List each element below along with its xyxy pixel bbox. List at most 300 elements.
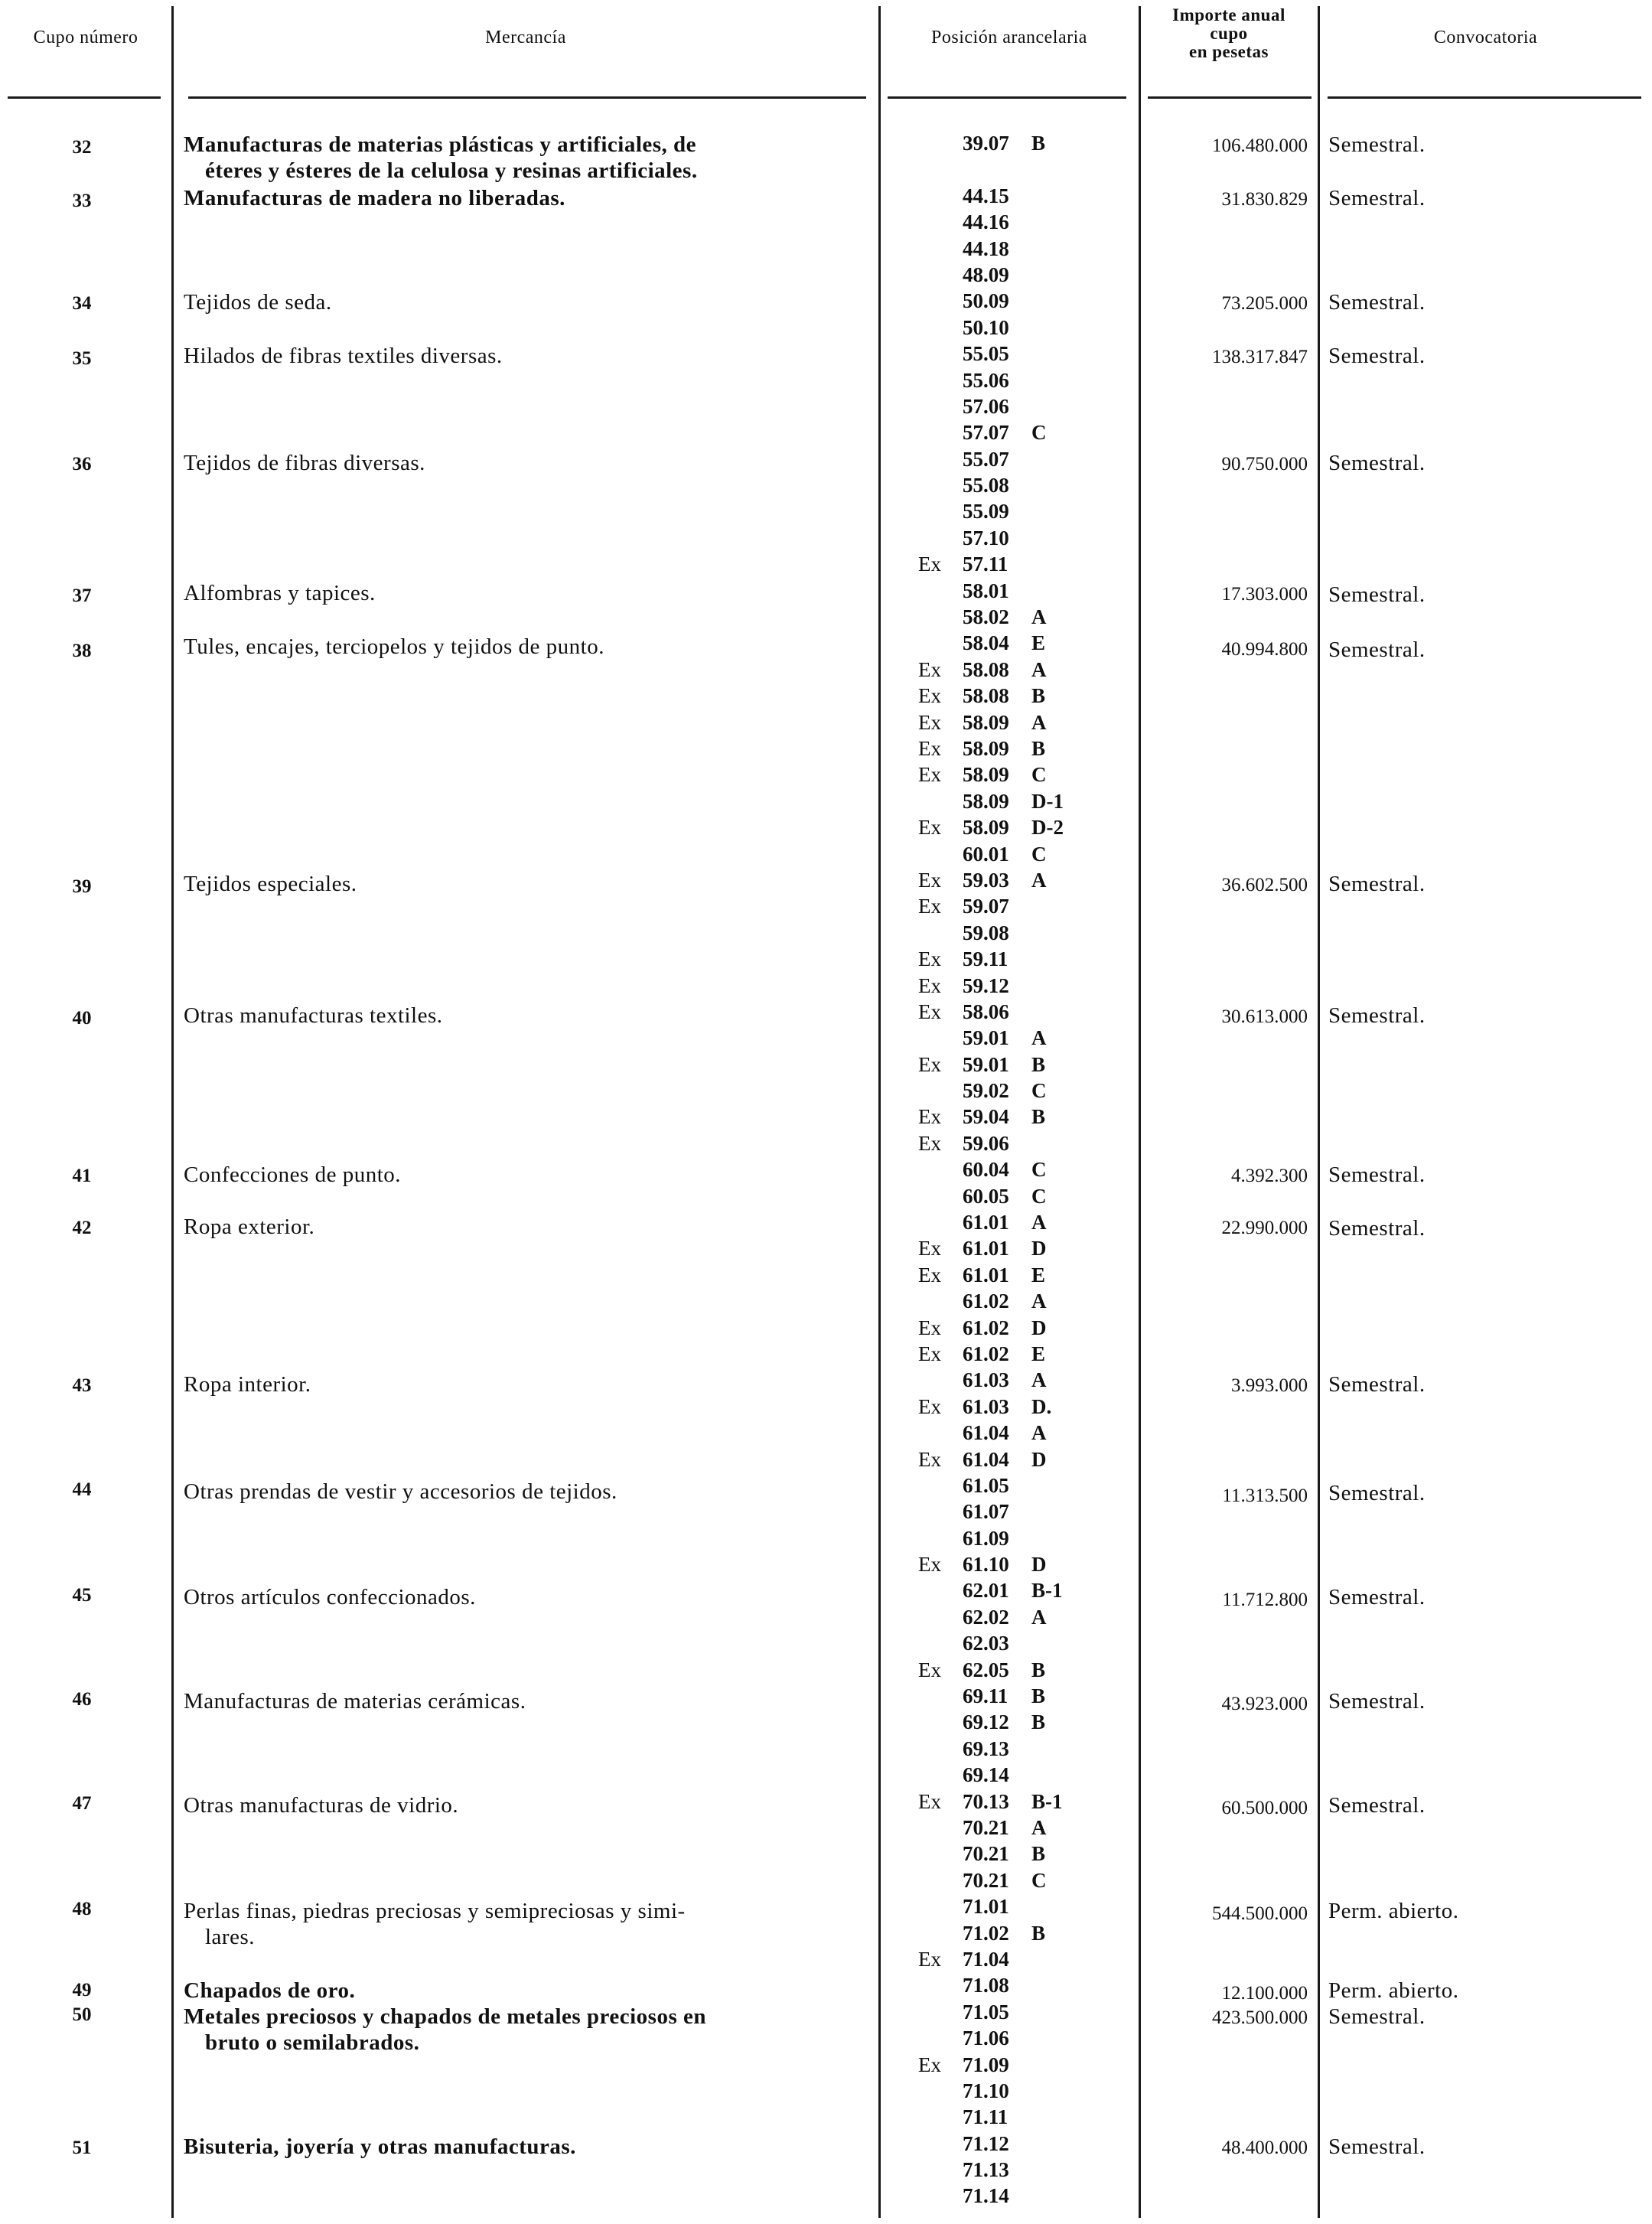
row-convocatoria: Semestral. <box>1328 1585 1426 1609</box>
column-divider <box>171 6 174 2218</box>
tariff-code: 71.10 <box>963 2079 1009 2102</box>
tariff-suffix: A <box>1031 1816 1047 1839</box>
tariff-position <box>918 1709 1148 1735</box>
row-description: Tejidos de fibras diversas. <box>184 451 425 475</box>
tariff-code: 44.15 <box>963 184 1009 207</box>
row-description: Ropa interior. <box>184 1372 311 1397</box>
tariff-suffix: B <box>1031 1921 1046 1945</box>
tariff-suffix: B <box>1031 736 1046 760</box>
tariff-position <box>918 1920 1148 1946</box>
row-convocatoria: Semestral. <box>1328 1689 1426 1714</box>
tariff-position <box>918 446 1148 472</box>
tariff-suffix: C <box>1031 421 1047 445</box>
tariff-ex-prefix: Ex <box>918 816 941 840</box>
tariff-code: 58.09 <box>963 736 1009 760</box>
header-cupo-numero: Cupo número <box>33 28 138 47</box>
tariff-code: 57.07 <box>963 421 1009 445</box>
tariff-position <box>918 604 1148 630</box>
tariff-position <box>918 578 1148 604</box>
row-convocatoria: Semestral. <box>1328 1481 1426 1505</box>
tariff-position <box>918 1551 1148 1577</box>
tariff-suffix: E <box>1031 1342 1046 1365</box>
row-convocatoria: Semestral. <box>1328 582 1426 607</box>
tariff-ex-prefix: Ex <box>918 1447 941 1471</box>
tariff-position <box>918 1657 1148 1683</box>
tariff-suffix: D-2 <box>1031 816 1064 840</box>
tariff-position <box>918 1472 1148 1498</box>
tariff-ex-prefix: Ex <box>918 1658 941 1681</box>
row-convocatoria: Semestral. <box>1328 344 1426 368</box>
tariff-position <box>918 735 1148 761</box>
row-amount: 31.830.829 <box>1221 189 1308 210</box>
tariff-ex-prefix: Ex <box>918 999 941 1023</box>
tariff-code: 50.09 <box>963 289 1009 313</box>
row-amount: 17.303.000 <box>1221 584 1308 605</box>
tariff-position <box>918 1104 1148 1130</box>
tariff-code: 59.03 <box>963 868 1009 892</box>
tariff-code: 57.10 <box>963 526 1009 549</box>
tariff-code: 59.07 <box>963 895 1009 918</box>
tariff-position <box>918 1209 1148 1235</box>
tariff-code: 62.03 <box>963 1632 1009 1655</box>
tariff-position <box>918 1183 1148 1209</box>
tariff-suffix: A <box>1031 1421 1047 1445</box>
tariff-position <box>918 1999 1148 2025</box>
tariff-code: 61.09 <box>963 1526 1009 1550</box>
tariff-position <box>918 315 1148 341</box>
tariff-code: 70.21 <box>963 1842 1009 1866</box>
tariff-position <box>918 393 1148 419</box>
tariff-ex-prefix: Ex <box>918 553 941 576</box>
tariff-suffix: C <box>1031 1158 1047 1182</box>
row-amount: 90.750.000 <box>1221 454 1308 474</box>
tariff-code: 71.12 <box>963 2131 1009 2155</box>
tariff-code: 58.09 <box>963 789 1009 813</box>
tariff-code: 61.07 <box>963 1500 1009 1524</box>
tariff-position <box>918 1156 1148 1182</box>
tariff-code: 71.13 <box>963 2158 1009 2182</box>
row-description: Otras manufacturas de vidrio. <box>184 1793 459 1818</box>
row-convocatoria: Semestral. <box>1328 872 1426 896</box>
tariff-code: 59.02 <box>963 1079 1009 1103</box>
tariff-position <box>918 1946 1148 1972</box>
row-convocatoria: Semestral. <box>1328 186 1426 210</box>
tariff-suffix: B <box>1031 1842 1046 1866</box>
header-rule <box>1328 96 1641 99</box>
tariff-position <box>918 1288 1148 1314</box>
tariff-code: 61.01 <box>963 1237 1009 1260</box>
tariff-code: 71.04 <box>963 1947 1009 1971</box>
tariff-suffix: A <box>1031 868 1047 892</box>
row-convocatoria: Semestral. <box>1328 132 1426 157</box>
tariff-suffix: B <box>1031 684 1046 708</box>
header-importe-line1: Importe anual <box>1172 5 1285 24</box>
tariff-code: 44.18 <box>963 236 1009 260</box>
tariff-code: 58.08 <box>963 657 1009 681</box>
tariff-code: 61.05 <box>963 1473 1009 1497</box>
tariff-ex-prefix: Ex <box>918 1789 941 1813</box>
tariff-position <box>918 472 1148 498</box>
tariff-suffix: A <box>1031 1290 1047 1313</box>
tariff-ex-prefix: Ex <box>918 1131 941 1155</box>
tariff-position <box>918 709 1148 735</box>
tariff-code: 44.16 <box>963 210 1009 234</box>
tariff-code: 62.01 <box>963 1579 1009 1603</box>
header-rule <box>1148 96 1311 99</box>
tariff-suffix: C <box>1031 763 1047 787</box>
row-description: Bisuteria, joyería y otras manufacturas. <box>184 2134 576 2159</box>
row-description-line: Manufacturas de materias plásticas y artificiales, de <box>184 132 697 157</box>
tariff-code: 61.04 <box>963 1447 1009 1471</box>
tariff-ex-prefix: Ex <box>918 2053 941 2076</box>
tariff-code: 59.01 <box>963 1026 1009 1050</box>
tariff-code: 69.11 <box>963 1684 1008 1708</box>
tariff-ex-prefix: Ex <box>918 1052 941 1076</box>
row-convocatoria: Semestral. <box>1328 638 1426 662</box>
tariff-position <box>918 1893 1148 1919</box>
tariff-position <box>918 262 1148 288</box>
cupo-number: 33 <box>72 191 92 211</box>
tariff-position <box>918 2104 1148 2130</box>
tariff-position <box>918 893 1148 919</box>
tariff-suffix: D-1 <box>1031 789 1064 813</box>
tariff-position <box>918 341 1148 367</box>
cupo-number: 42 <box>72 1218 92 1238</box>
tariff-ex-prefix: Ex <box>918 1394 941 1418</box>
header-importe-line3: en pesetas <box>1188 42 1269 61</box>
tariff-ex-prefix: Ex <box>918 1342 941 1365</box>
tariff-position <box>918 1446 1148 1472</box>
tariff-code: 71.08 <box>963 1974 1009 1997</box>
tariff-suffix: C <box>1031 1868 1047 1892</box>
tariff-position <box>918 1262 1148 1288</box>
tariff-position <box>918 1078 1148 1104</box>
tariff-position <box>918 498 1148 524</box>
tariff-position <box>918 1630 1148 1656</box>
cupo-number: 34 <box>72 293 92 314</box>
tariff-code: 61.04 <box>963 1421 1009 1445</box>
row-description: Tejidos especiales. <box>184 872 357 896</box>
tariff-code: 58.04 <box>963 631 1009 655</box>
tariff-position <box>918 1394 1148 1420</box>
row-description <box>184 132 865 184</box>
tariff-position <box>918 1367 1148 1393</box>
tariff-position <box>918 183 1148 209</box>
tariff-suffix: A <box>1031 710 1047 734</box>
row-amount: 11.712.800 <box>1222 1590 1308 1610</box>
tariff-ex-prefix: Ex <box>918 763 941 787</box>
tariff-suffix: B <box>1031 132 1046 155</box>
tariff-position <box>918 1789 1148 1815</box>
tariff-ex-prefix: Ex <box>918 973 941 997</box>
tariff-code: 59.08 <box>963 921 1009 944</box>
cupo-number: 38 <box>72 641 92 661</box>
row-convocatoria: Semestral. <box>1328 1003 1426 1028</box>
header-rule <box>8 96 161 99</box>
tariff-position <box>918 1341 1148 1367</box>
row-description: Alfombras y tapices. <box>184 581 376 605</box>
tariff-code: 58.06 <box>963 999 1009 1023</box>
row-convocatoria: Perm. abierto. <box>1328 1899 1459 1923</box>
cupo-number: 43 <box>72 1375 92 1396</box>
tariff-position <box>918 2157 1148 2183</box>
tariff-ex-prefix: Ex <box>918 1553 941 1577</box>
row-description: Chapados de oro. <box>184 1978 356 2003</box>
tariff-code: 61.10 <box>963 1553 1009 1577</box>
column-divider <box>1318 6 1320 2218</box>
tariff-code: 59.06 <box>963 1131 1009 1155</box>
tariff-suffix: A <box>1031 1605 1047 1629</box>
tariff-position <box>918 683 1148 709</box>
header-rule <box>188 96 866 99</box>
tariff-suffix: B <box>1031 1658 1046 1681</box>
tariff-code: 59.11 <box>963 947 1008 971</box>
cupo-number: 35 <box>72 348 92 369</box>
row-convocatoria: Semestral. <box>1328 2004 1426 2029</box>
tariff-position <box>918 920 1148 946</box>
tariff-ex-prefix: Ex <box>918 736 941 760</box>
tariff-position <box>918 1841 1148 1867</box>
header-convocatoria: Convocatoria <box>1433 28 1538 47</box>
cupo-number: 50 <box>72 2004 92 2025</box>
row-amount: 73.205.000 <box>1221 293 1308 314</box>
tariff-code: 71.01 <box>963 1895 1009 1919</box>
tariff-position <box>918 1577 1148 1603</box>
tariff-position-list <box>888 130 1148 2209</box>
row-amount: 138.317.847 <box>1212 347 1308 367</box>
row-amount: 12.100.000 <box>1221 1983 1308 2004</box>
tariff-code: 70.21 <box>963 1816 1009 1839</box>
tariff-suffix: C <box>1031 1079 1047 1103</box>
row-description-cont: éteres y ésteres de la celulosa y resinas artificiales. <box>205 158 698 183</box>
tariff-suffix: A <box>1031 1368 1047 1392</box>
tariff-suffix: A <box>1031 605 1047 629</box>
row-convocatoria: Semestral. <box>1328 1216 1426 1241</box>
tariff-position <box>918 2078 1148 2104</box>
row-description: Otras prendas de vestir y accesorios de tejidos. <box>184 1479 617 1504</box>
row-convocatoria: Semestral. <box>1328 290 1426 315</box>
tariff-code: 70.21 <box>963 1868 1009 1892</box>
row-convocatoria: Semestral. <box>1328 1793 1426 1818</box>
tariff-code: 69.14 <box>963 1763 1009 1787</box>
tariff-position <box>918 1498 1148 1525</box>
tariff-suffix: B <box>1031 1684 1046 1708</box>
tariff-position <box>918 1815 1148 1841</box>
tariff-ex-prefix: Ex <box>918 710 941 734</box>
tariff-position <box>918 130 1148 156</box>
cupo-number: 41 <box>72 1166 92 1186</box>
tariff-suffix: D <box>1031 1316 1047 1339</box>
tariff-code: 58.09 <box>963 816 1009 840</box>
tariff-position <box>918 2052 1148 2078</box>
tariff-code: 59.01 <box>963 1052 1009 1076</box>
tariff-ex-prefix: Ex <box>918 684 941 708</box>
tariff-position <box>918 841 1148 867</box>
tariff-code: 39.07 <box>963 132 1009 155</box>
tariff-code: 71.06 <box>963 2027 1009 2050</box>
tariff-position <box>918 156 1148 182</box>
row-description-line: Metales preciosos y chapados de metales preciosos en <box>184 2004 707 2029</box>
tariff-code: 57.11 <box>963 553 1008 576</box>
tariff-code: 69.12 <box>963 1710 1009 1734</box>
tariff-position <box>918 1683 1148 1709</box>
cupo-number: 46 <box>72 1689 92 1710</box>
tariff-suffix: D. <box>1031 1394 1052 1418</box>
row-description-line: Perlas finas, piedras preciosas y semipreciosas y simi- <box>184 1899 686 1923</box>
tariff-suffix: D <box>1031 1553 1047 1577</box>
tariff-suffix: B <box>1031 1105 1046 1129</box>
tariff-code: 58.01 <box>963 579 1009 602</box>
row-amount: 60.500.000 <box>1221 1798 1308 1818</box>
tariff-ex-prefix: Ex <box>918 1105 941 1129</box>
row-amount: 40.994.800 <box>1221 639 1308 660</box>
tariff-suffix: E <box>1031 1263 1046 1286</box>
row-amount: 43.923.000 <box>1221 1694 1308 1714</box>
tariff-code: 59.04 <box>963 1105 1009 1129</box>
tariff-position <box>918 1025 1148 1051</box>
tariff-code: 58.02 <box>963 605 1009 629</box>
tariff-position <box>918 2025 1148 2051</box>
row-amount: 423.500.000 <box>1212 2007 1308 2028</box>
tariff-suffix: D <box>1031 1447 1047 1471</box>
tariff-code: 61.03 <box>963 1394 1009 1418</box>
row-convocatoria: Perm. abierto. <box>1328 1978 1459 2003</box>
row-convocatoria: Semestral. <box>1328 451 1426 475</box>
tariff-position <box>918 2131 1148 2157</box>
tariff-position <box>918 946 1148 972</box>
tariff-position <box>918 1052 1148 1078</box>
tariff-code: 71.14 <box>963 2184 1009 2208</box>
tariff-code: 59.12 <box>963 973 1009 997</box>
tariff-position <box>918 814 1148 840</box>
row-description: Confecciones de punto. <box>184 1163 402 1187</box>
tariff-ex-prefix: Ex <box>918 1947 941 1971</box>
tariff-code: 58.09 <box>963 710 1009 734</box>
tariff-code: 48.09 <box>963 263 1009 286</box>
tariff-position <box>918 788 1148 814</box>
tariff-code: 62.02 <box>963 1605 1009 1629</box>
row-convocatoria: Semestral. <box>1328 1372 1426 1397</box>
tariff-suffix: A <box>1031 1211 1047 1234</box>
row-description: Otras manufacturas textiles. <box>184 1003 443 1028</box>
row-description: Manufacturas de materias cerámicas. <box>184 1689 526 1714</box>
row-description: Tejidos de seda. <box>184 290 332 315</box>
cupo-number: 49 <box>72 1980 92 2001</box>
row-description: Otros artículos confeccionados. <box>184 1585 476 1609</box>
tariff-ex-prefix: Ex <box>918 1263 941 1286</box>
tariff-ex-prefix: Ex <box>918 657 941 681</box>
tariff-code: 55.09 <box>963 500 1009 523</box>
tariff-suffix: B <box>1031 1052 1046 1076</box>
tariff-position <box>918 1762 1148 1788</box>
row-description: Manufacturas de madera no liberadas. <box>184 186 565 210</box>
row-amount: 30.613.000 <box>1221 1006 1308 1027</box>
row-description-cont: lares. <box>205 1925 255 1949</box>
tariff-position <box>918 367 1148 393</box>
tariff-position <box>918 525 1148 551</box>
row-description: Tules, encajes, terciopelos y tejidos de punto. <box>184 634 604 659</box>
tariff-code: 69.13 <box>963 1736 1009 1760</box>
tariff-position <box>918 1867 1148 1893</box>
cupo-number: 37 <box>72 585 92 606</box>
tariff-position <box>918 1315 1148 1341</box>
tariff-ex-prefix: Ex <box>918 1316 941 1339</box>
row-amount: 22.990.000 <box>1221 1218 1308 1238</box>
row-amount: 48.400.000 <box>1221 2138 1308 2158</box>
header-mercancia: Mercancía <box>485 28 566 47</box>
tariff-code: 61.03 <box>963 1368 1009 1392</box>
tariff-position <box>918 999 1148 1025</box>
tariff-suffix: B-1 <box>1031 1579 1063 1603</box>
tariff-position <box>918 1604 1148 1630</box>
tariff-position <box>918 761 1148 788</box>
row-convocatoria: Semestral. <box>1328 1163 1426 1187</box>
tariff-suffix: E <box>1031 631 1046 655</box>
tariff-code: 71.02 <box>963 1921 1009 1945</box>
row-amount: 4.392.300 <box>1231 1166 1308 1186</box>
tariff-suffix: B-1 <box>1031 1789 1063 1813</box>
tariff-position <box>918 1130 1148 1156</box>
cupo-number: 32 <box>72 137 92 158</box>
row-amount: 36.602.500 <box>1221 875 1308 895</box>
tariff-position <box>918 288 1148 314</box>
header-importe <box>1140 6 1318 61</box>
cupo-number: 45 <box>72 1585 92 1606</box>
cupo-number: 47 <box>72 1793 92 1814</box>
row-description: Ropa exterior. <box>184 1215 315 1239</box>
tariff-code: 61.02 <box>963 1342 1009 1365</box>
tariff-position <box>918 973 1148 999</box>
row-amount: 3.993.000 <box>1231 1375 1308 1396</box>
tariff-code: 50.10 <box>963 315 1009 339</box>
tariff-code: 61.01 <box>963 1263 1009 1286</box>
tariff-code: 55.08 <box>963 474 1009 497</box>
row-description-cont: bruto o semilabrados. <box>205 2030 420 2055</box>
tariff-code: 55.06 <box>963 368 1009 392</box>
tariff-code: 60.01 <box>963 842 1009 866</box>
row-description <box>184 2004 865 2056</box>
row-convocatoria: Semestral. <box>1328 2134 1426 2159</box>
cupo-number: 40 <box>72 1008 92 1029</box>
header-rule <box>888 96 1126 99</box>
tariff-code: 61.02 <box>963 1316 1009 1339</box>
tariff-position <box>918 209 1148 235</box>
row-amount: 106.480.000 <box>1212 135 1308 156</box>
cupo-number: 48 <box>72 1899 92 1919</box>
tariff-code: 70.13 <box>963 1789 1009 1813</box>
header-posicion-arancelaria: Posición arancelaria <box>931 28 1087 47</box>
row-amount: 544.500.000 <box>1212 1903 1308 1924</box>
tariff-position <box>918 2183 1148 2209</box>
tariff-position <box>918 419 1148 445</box>
tariff-ex-prefix: Ex <box>918 868 941 892</box>
tariff-position <box>918 1972 1148 1998</box>
cupo-number: 36 <box>72 454 92 474</box>
tariff-code: 60.04 <box>963 1158 1009 1182</box>
tariff-position <box>918 867 1148 893</box>
header-importe-line2: cupo <box>1210 24 1248 43</box>
tariff-position <box>918 551 1148 577</box>
tariff-suffix: B <box>1031 1710 1046 1734</box>
row-amount: 11.313.500 <box>1222 1485 1308 1506</box>
tariff-suffix: A <box>1031 1026 1047 1050</box>
tariff-ex-prefix: Ex <box>918 1237 941 1260</box>
tariff-code: 55.05 <box>963 342 1009 366</box>
cupo-number: 51 <box>72 2138 92 2158</box>
tariff-code: 61.02 <box>963 1290 1009 1313</box>
tariff-position <box>918 1525 1148 1551</box>
tariff-code: 58.08 <box>963 684 1009 708</box>
